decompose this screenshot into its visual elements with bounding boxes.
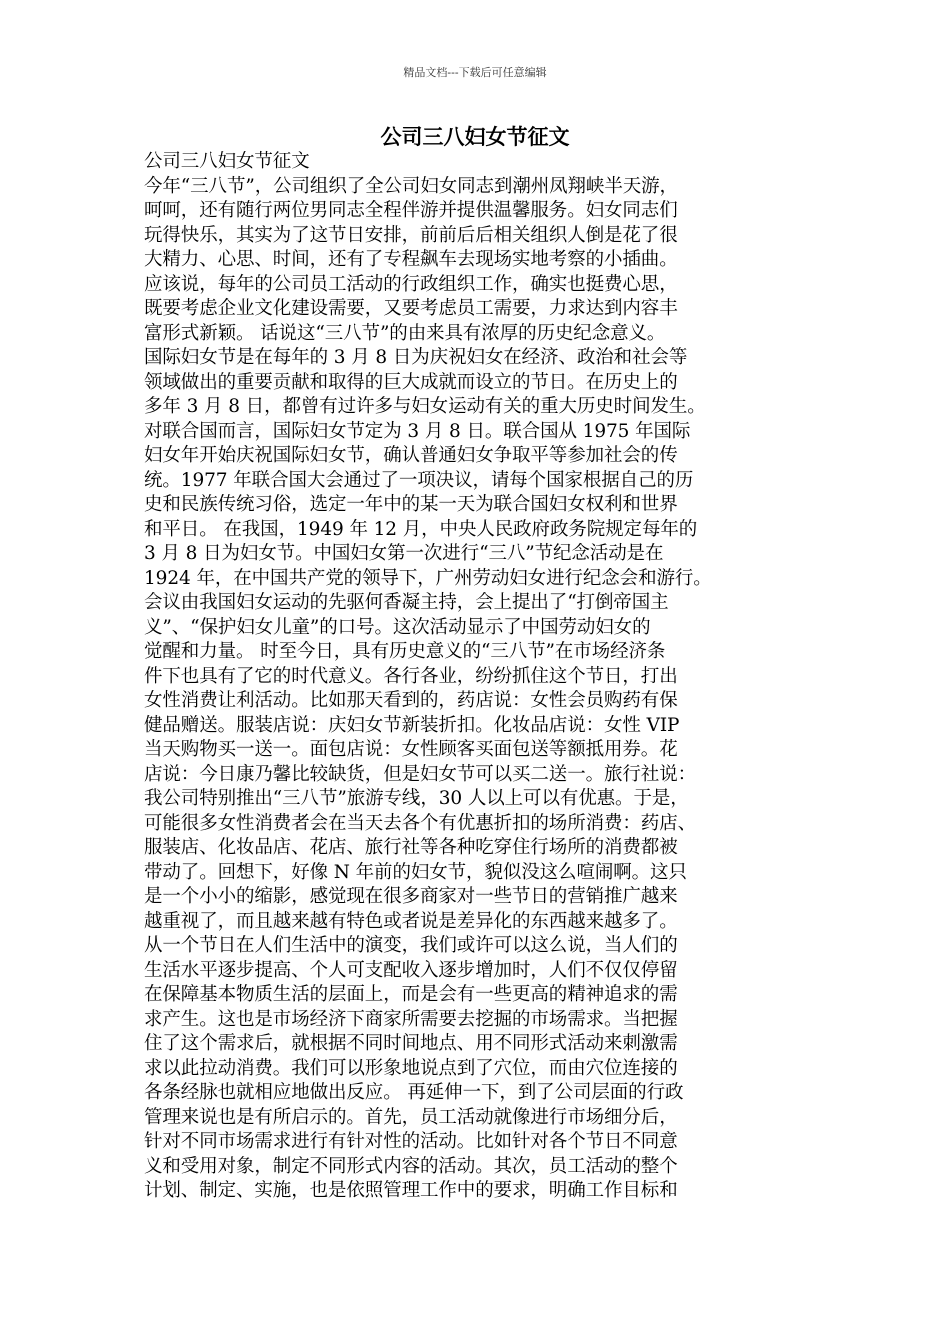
- body-line: 觉醒和力量。 时至今日，具有历史意义的“三八节”在市场经济条: [144, 641, 666, 662]
- body-line: 领域做出的重要贡献和取得的巨大成就而设立的节日。在历史上的: [144, 371, 678, 393]
- body-line: 求产生。这也是市场经济下商家所需要去挖掘的市场需求。当把握: [144, 1008, 678, 1030]
- body-line: 带动了。回想下，好像 N 年前的妇女节，貌似没这么喧闹啊。这只: [144, 861, 687, 883]
- document-title: 公司三八妇女节征文: [380, 125, 570, 149]
- body-line: 3 月 8 日为妇女节。中国妇女第一次进行“三八”节纪念活动是在: [144, 543, 664, 564]
- body-line: 妇女年开始庆祝国际妇女节，确认普通妇女争取平等参加社会的传: [144, 445, 678, 466]
- body-line: 在保障基本物质生活的层面上，而是会有一些更高的精神追求的需: [144, 984, 678, 1005]
- body-line: 会议由我国妇女运动的先驱何香凝主持，会上提出了“打倒帝国主: [144, 592, 669, 613]
- body-line: 健品赠送。服装店说：庆妇女节新装折扣。化妆品店说：女性 VIP: [144, 714, 680, 736]
- body-line: 计划、制定、实施，也是依照管理工作中的要求，明确工作目标和: [144, 1180, 678, 1201]
- body-line: 各条经脉也就相应地做出反应。 再延伸一下，到了公司层面的行政: [144, 1082, 684, 1103]
- body-line: 我公司特别推出“三八节”旅游专线，30 人以上可以有优惠。于是，: [144, 788, 689, 809]
- body-line: 1924 年，在中国共产党的领导下，广州劳动妇女进行纪念会和游行。: [144, 567, 712, 589]
- body-line: 富形式新颖。 话说这“三八节”的由来具有浓厚的历史纪念意义。: [144, 322, 666, 344]
- body-line: 生活水平逐步提高、个人可支配收入逐步增加时，人们不仅仅停留: [144, 959, 678, 981]
- body-line: 针对不同市场需求进行有针对性的活动。比如针对各个节日不同意: [144, 1131, 678, 1152]
- page-header: 精品文档---下载后可任意编辑: [403, 66, 547, 79]
- body-line: 从一个节日在人们生活中的演变，我们或许可以这么说，当人们的: [144, 935, 678, 956]
- body-line: 公司三八妇女节征文: [144, 151, 310, 172]
- body-line: 对联合国而言，国际妇女节定为 3 月 8 日。联合国从 1975 年国际: [144, 420, 691, 442]
- body-line: 既要考虑企业文化建设需要，又要考虑员工需要，力求达到内容丰: [144, 298, 678, 319]
- body-line: 女性消费让利活动。比如那天看到的，药店说：女性会员购药有保: [144, 690, 678, 711]
- body-line: 史和民族传统习俗，选定一年中的某一天为联合国妇女权利和世界: [144, 494, 678, 515]
- body-line: 件下也具有了它的时代意义。各行各业，纷纷抓住这个节日，打出: [144, 665, 678, 687]
- body-line: 店说：今日康乃馨比较缺货，但是妇女节可以买二送一。旅行社说：: [144, 763, 697, 785]
- body-line: 住了这个需求后，就根据不同时间地点、用不同形式活动来刺激需: [144, 1033, 678, 1054]
- body-line: 应该说，每年的公司员工活动的行政组织工作，确实也挺费心思，: [144, 273, 678, 295]
- body-line: 是一个小小的缩影，感觉现在很多商家对一些节日的营销推广越来: [144, 886, 678, 907]
- body-line: 义和受用对象，制定不同形式内容的活动。其次，员工活动的整个: [144, 1155, 678, 1177]
- body-line: 国际妇女节是在每年的 3 月 8 日为庆祝妇女在经济、政治和社会等: [144, 347, 688, 368]
- body-line: 大精力、心思、时间，还有了专程飙车去现场实地考察的小插曲。: [144, 249, 678, 270]
- body-line: 服装店、化妆品店、花店、旅行社等各种吃穿住行场所的消费都被: [144, 837, 678, 858]
- body-line: 求以此拉动消费。我们可以形象地说点到了穴位，而由穴位连接的: [144, 1057, 678, 1079]
- body-line: 今年“三八节”，公司组织了全公司妇女同志到潮州凤翔峡半天游，: [144, 175, 678, 197]
- document-body: [144, 150, 806, 1204]
- body-line: 可能很多女性消费者会在当天去各个有优惠折扣的场所消费：药店、: [144, 812, 697, 834]
- body-line: 越重视了，而且越来越有特色或者说是差异化的东西越来越多了。: [144, 910, 678, 932]
- body-line: 多年 3 月 8 日，都曾有过许多与妇女运动有关的重大历史时间发生。: [144, 396, 706, 417]
- body-line: 统。1977 年联合国大会通过了一项决议，请每个国家根据自己的历: [144, 469, 694, 491]
- body-line: 玩得快乐，其实为了这节日安排，前前后后相关组织人倒是花了很: [144, 224, 678, 246]
- body-line: 管理来说也是有所启示的。首先，员工活动就像进行市场细分后，: [144, 1106, 678, 1128]
- body-line: 呵呵，还有随行两位男同志全程伴游并提供温馨服务。妇女同志们: [144, 200, 678, 221]
- body-line: 和平日。 在我国，1949 年 12 月，中央人民政府政务院规定每年的: [144, 518, 698, 540]
- body-line: 当天购物买一送一。面包店说：女性顾客买面包送等额抵用券。花: [144, 739, 678, 760]
- body-line: 义”、“保护妇女儿童”的口号。这次活动显示了中国劳动妇女的: [144, 616, 651, 638]
